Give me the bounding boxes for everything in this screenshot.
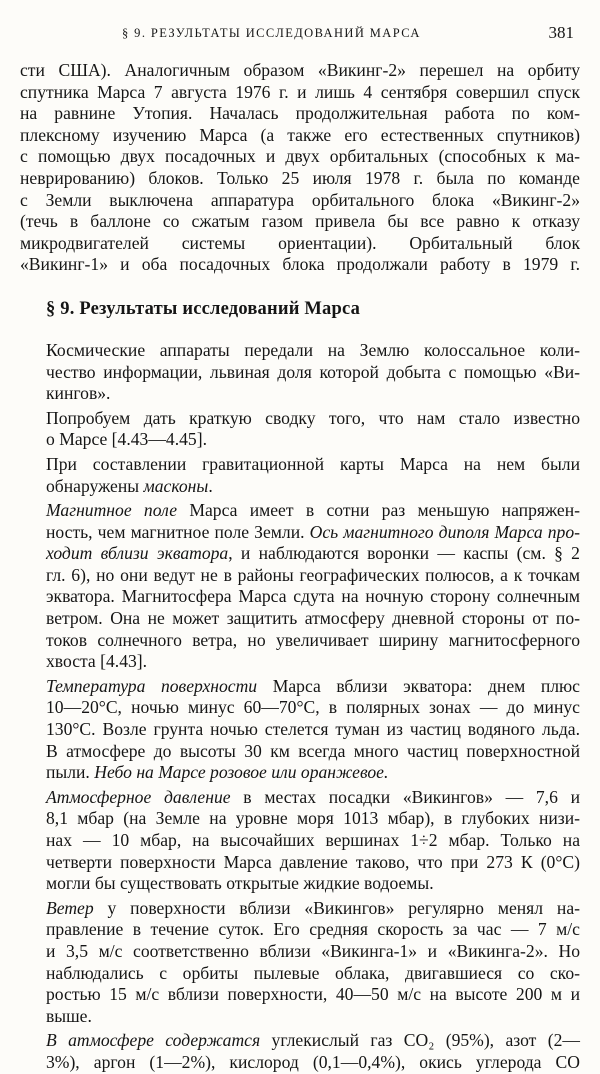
- text-line: ветром. Она не может защитить атмосферу дневной стороны от по-: [46, 608, 580, 629]
- text-line: При составлении гравитационной карты Марса на нем были: [46, 453, 580, 474]
- paragraph-vikings-mission: [20, 60, 580, 276]
- text-line: кингов».: [46, 383, 111, 404]
- text-line: неврированию) блоков. Только 25 июля 1978 г. была по команде: [20, 167, 580, 188]
- paragraph-magnetic-field: [20, 500, 580, 673]
- paragraph-information: [20, 340, 580, 405]
- text-line: ность, чем магнитное поле Земли. Ось магнитного диполя Марса про-: [46, 521, 580, 542]
- paragraph-wind: [20, 898, 580, 1028]
- paragraph-atmospheric-pressure: [20, 787, 580, 895]
- text-line: ходит вблизи экватора, и наблюдаются воронки — каспы (см. § 2: [46, 543, 580, 564]
- text-line: на равнине Утопия. Началась продолжительная работа по ком-: [20, 103, 580, 124]
- text-line: нах — 10 мбар, на высочайших вершинах 1÷2 мбар. Только на: [46, 830, 580, 850]
- text-line: ростью 15 м/с вблизи поверхности, 40—50 м/с на высоте 200 м и: [46, 984, 580, 1005]
- paragraph-summary-intro: [20, 408, 580, 451]
- text-line: наблюдались с орбиты пылевые облака, двигавшиеся со ско-: [46, 962, 580, 983]
- text-line: выше.: [46, 1005, 92, 1026]
- text-line: 10—20°С, ночью минус 60—70°С, в полярных зонах — до минус: [46, 697, 580, 718]
- paragraph-atmosphere-composition: [20, 1030, 580, 1073]
- text-line: плексному изучению Марса (а также его естественных спутников): [20, 124, 580, 145]
- text-line: сти США). Аналогичным образом «Викинг-2» перешел на орбиту: [20, 60, 580, 80]
- paragraph-surface-temperature: [20, 676, 580, 784]
- text-line: пыли. Небо на Марсе розовое или оранжевое.: [46, 762, 389, 783]
- page-number: 381: [548, 23, 574, 42]
- text-line: экватора. Магнитосфера Марса сдута на ночную сторону солнечным: [46, 586, 580, 607]
- text-line: Космические аппараты передали на Землю колоссальное коли-: [46, 339, 580, 360]
- text-line: Ветер у поверхности вблизи «Викингов» регулярно менял на-: [46, 897, 580, 918]
- text-line: спутника Марса 7 августа 1976 г. и лишь 4 сентября совершил спуск: [20, 81, 580, 102]
- text-line: В атмосфере содержатся углекислый газ СО₂ (95%), азот (2—: [46, 1030, 580, 1051]
- text-line: правление в течение суток. Его средняя скорость за час — 7 м/с: [46, 919, 580, 940]
- text-line: 130°С. Возле грунта ночью стелется туман из частиц водяного льда.: [46, 719, 580, 740]
- text-line: В атмосфере до высоты 30 км всегда много частиц поверхностной: [46, 740, 580, 761]
- page-body: [20, 60, 580, 1074]
- text-line: (течь в баллоне со сжатым газом привела бы все равно к отказу: [20, 211, 580, 232]
- running-head-title: § 9. РЕЗУЛЬТАТЫ ИССЛЕДОВАНИЙ МАРСА: [122, 26, 421, 40]
- term-mascons: масконы: [143, 475, 209, 496]
- text-line: четверти поверхности Марса давление таково, что при 273 К (0°С): [46, 851, 580, 872]
- paragraph-gravity-map: [20, 454, 580, 497]
- section-heading: § 9. Результаты исследований Марса: [46, 298, 361, 319]
- text-line: Попробуем дать краткую сводку того, что нам стало известно: [46, 407, 580, 428]
- text-line: гл. 6), но они ведут не в районы географических полюсов, а к точкам: [46, 564, 580, 585]
- text-line: 8,1 мбар (на Земле на уровне моря 1013 мбар), в глубоких низи-: [46, 808, 580, 829]
- term-surface-temperature: Температура поверхности: [46, 675, 258, 696]
- term-atmosphere-contains: В атмосфере содержатся: [46, 1030, 261, 1051]
- text-line: о Марсе [4.43—4.45].: [46, 429, 207, 450]
- text-line: токов солнечного ветра, но увеличивает ширину магнитосферного: [46, 629, 580, 650]
- text-line: чество информации, львиная доля которой добыта с помощью «Ви-: [46, 361, 580, 382]
- term-atmospheric-pressure: Атмосферное давление: [46, 786, 231, 807]
- text-line: с Земли выключена аппаратура орбитального блока «Викинг-2»: [20, 189, 580, 210]
- text-line: хвоста [4.43].: [46, 651, 148, 672]
- text-line: микродвигателей системы ориентации). Орбитальный блок: [20, 232, 580, 253]
- running-head: [0, 22, 600, 44]
- text-line: обнаружены масконы.: [46, 475, 213, 496]
- text-line: Магнитное поле Марса имеет в сотни раз меньшую напряжен-: [46, 500, 580, 521]
- text-line: могли бы существовать открытые жидкие водоемы.: [46, 873, 434, 894]
- term-wind: Ветер: [46, 897, 94, 918]
- text-line: Температура поверхности Марса вблизи экватора: днем плюс: [46, 675, 580, 696]
- text-line: с помощью двух посадочных и двух орбитальных (способных к ма-: [20, 146, 580, 167]
- text-line: 3%), аргон (1—2%), кислород (0,1—0,4%), окись углерода СО: [46, 1051, 580, 1072]
- term-magnetic-field: Магнитное поле: [46, 500, 178, 521]
- text-line: «Викинг-1» и оба посадочных блока продолжали работу в 1979 г.: [20, 254, 580, 275]
- text-line: и 3,5 м/с соответственно вблизи «Викинга-1» и «Викинга-2». Но: [46, 940, 580, 961]
- text-line: Атмосферное давление в местах посадки «Викингов» — 7,6 и: [46, 786, 581, 807]
